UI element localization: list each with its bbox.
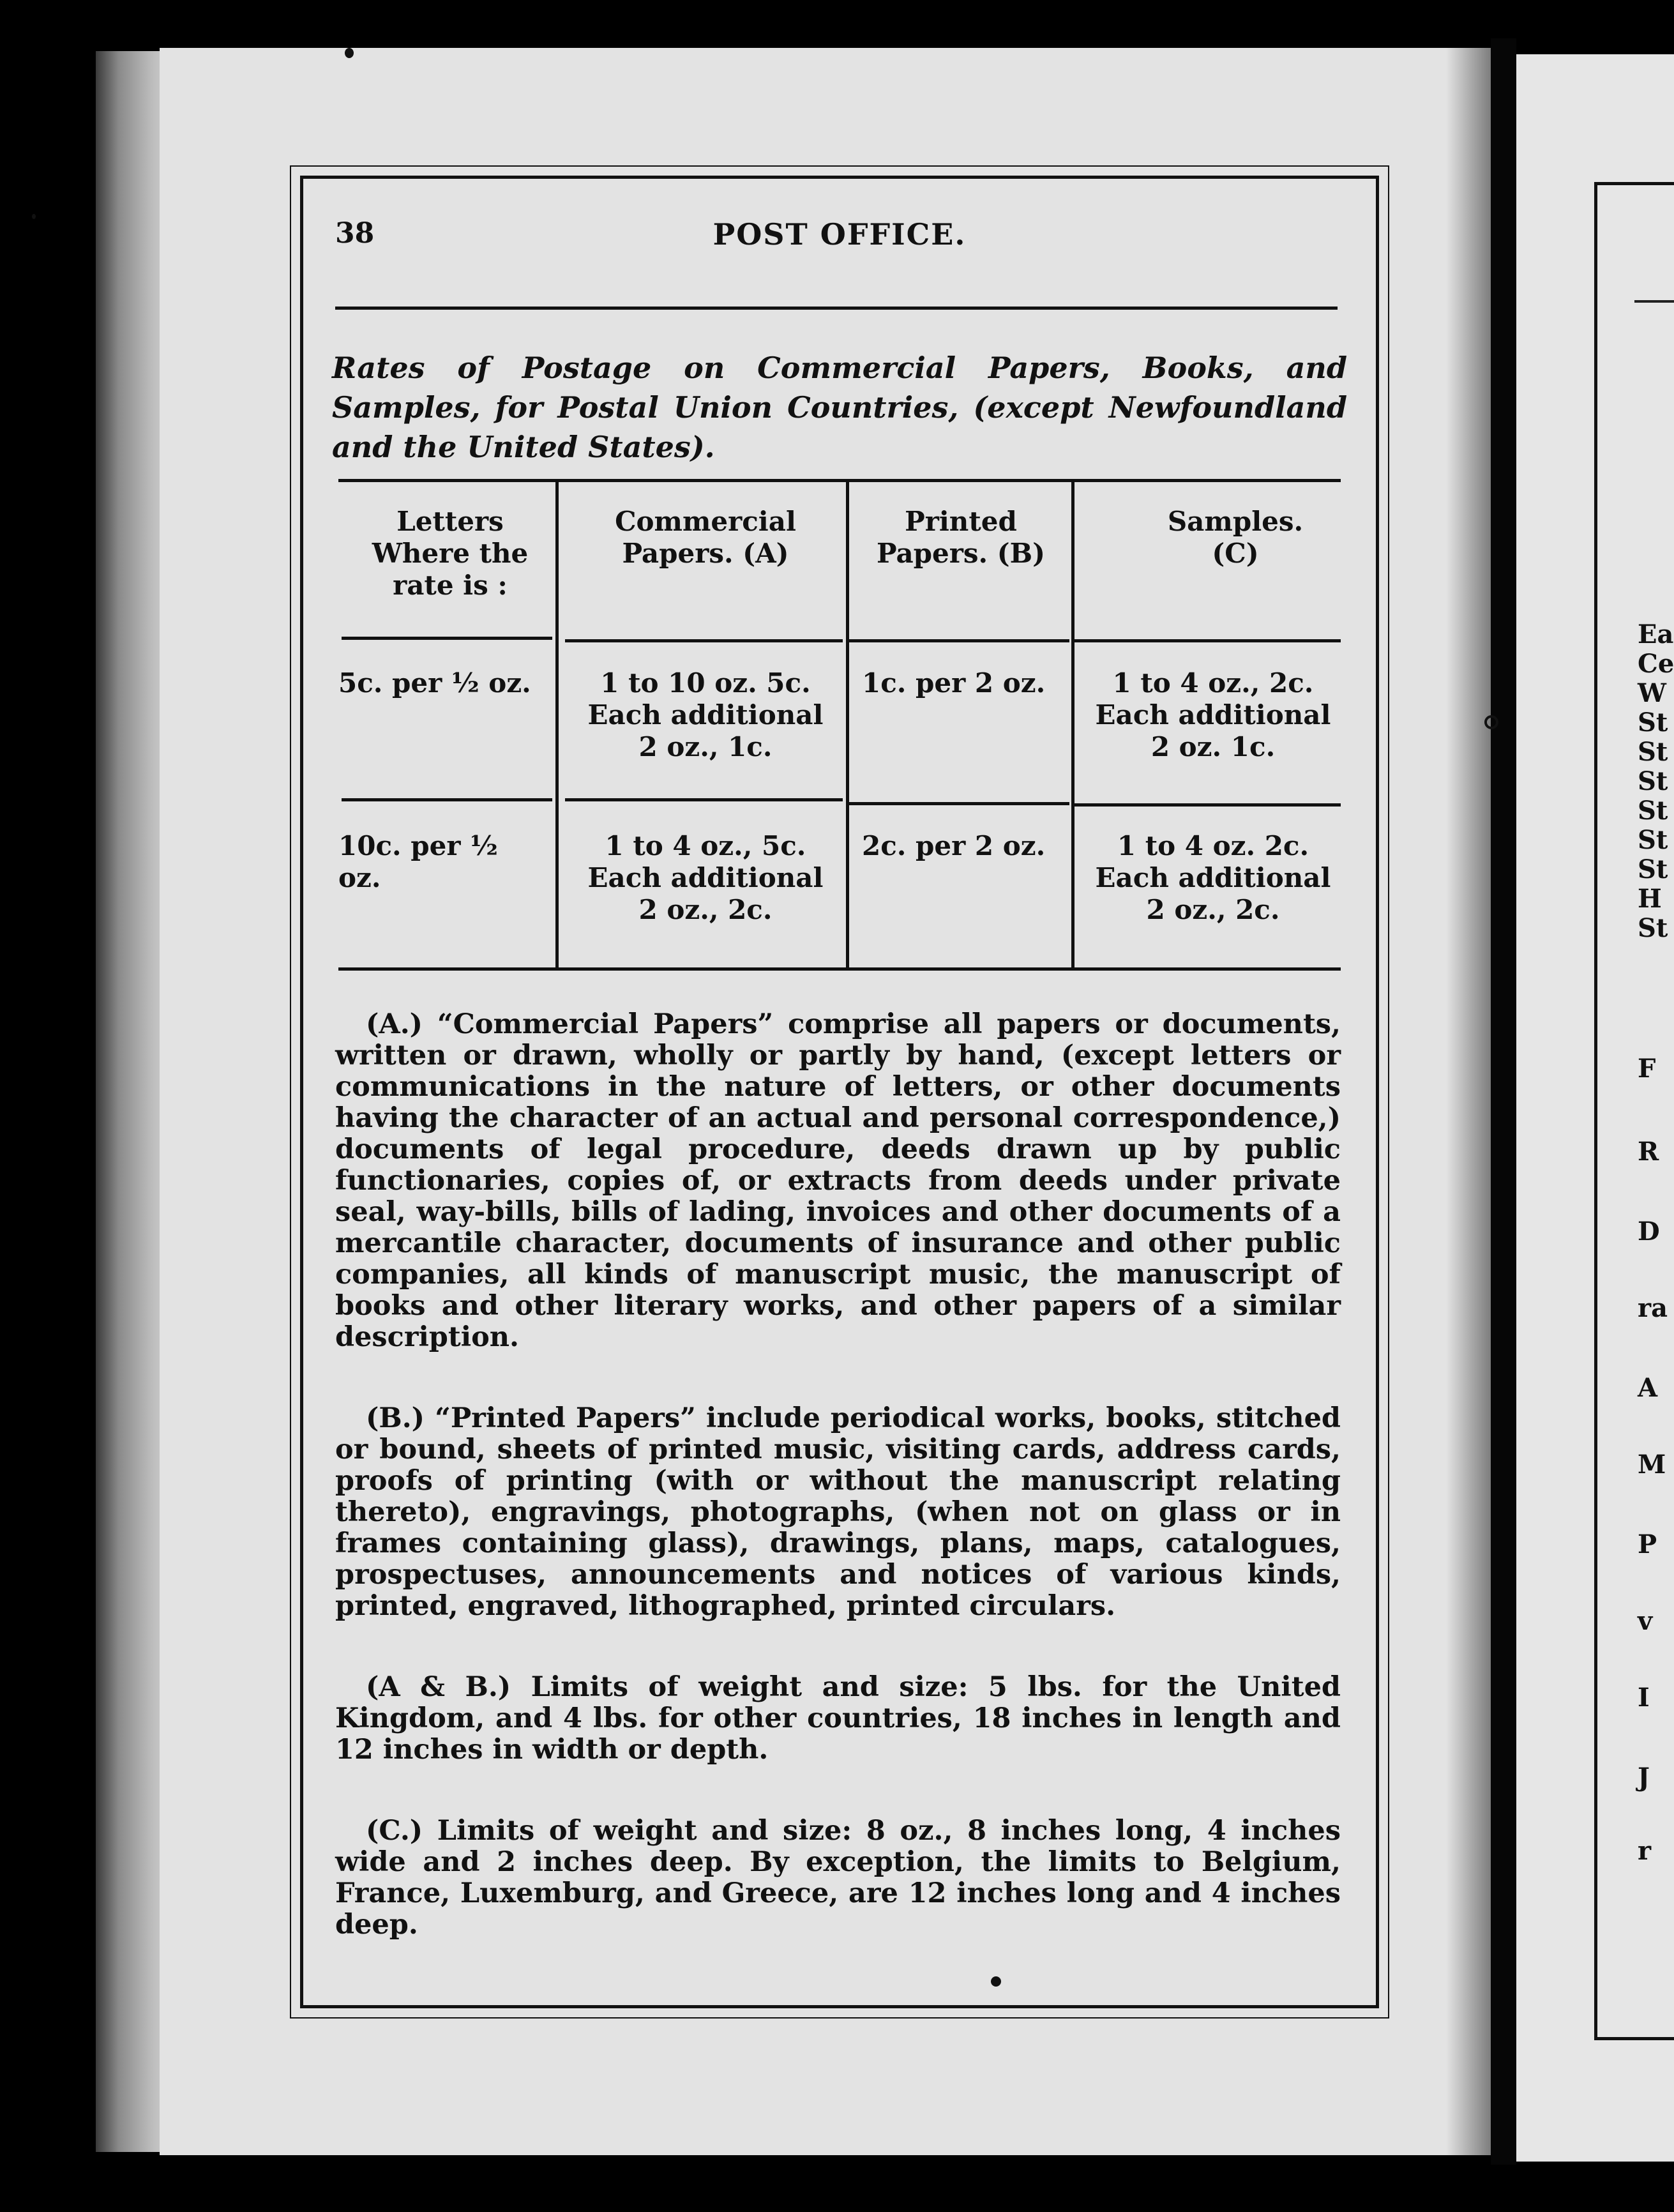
table-row-1-printed: 1c. per 2 oz.	[862, 667, 1046, 699]
column-divider	[555, 479, 559, 971]
fragment-text: P	[1638, 1529, 1657, 1559]
fragment-text: M	[1638, 1450, 1666, 1480]
fragment-text: W	[1638, 678, 1666, 708]
fragment-text: St	[1638, 913, 1668, 943]
header-rule	[849, 639, 1069, 642]
column-header-samples: Samples. (C)	[1167, 506, 1304, 569]
fragment-text: D	[1638, 1216, 1660, 1246]
fragment-text: St	[1638, 737, 1668, 767]
fragment-text: r	[1638, 1836, 1652, 1866]
fragment-text: St	[1638, 825, 1668, 855]
table-title: Rates of Postage on Commercial Papers, Books, and Samples, for Postal Union Countries, (except Newfoundland and the United States).	[332, 351, 1347, 464]
header-rule	[565, 639, 843, 642]
fragment-text: ra	[1638, 1293, 1668, 1323]
table-row-1-letters: 5c. per ½ oz.	[338, 667, 531, 699]
note-printed-papers: (B.) “Printed Papers” include periodical works, books, stitched or bound, sheets of printed music, visiting cards, address cards, proofs of printing (with or without the manuscript relating thereto), engravings, photographs, (when not on glass or in frames containing glass), drawings, plans, maps, catalogues, prospectuses, announcements and notices of various kinds, printed, engraved, lithographed, printed circulars.	[335, 1402, 1341, 1622]
table-row-2-letters: 10c. per ½ oz.	[338, 830, 498, 893]
adjacent-page-speck	[1484, 715, 1498, 729]
table-row-2-commercial: 1 to 4 oz., 5c. Each additional 2 oz., 2c.	[587, 830, 824, 925]
fragment-text: Ce	[1638, 649, 1674, 679]
table-row-1-samples: 1 to 4 oz., 2c. Each additional 2 oz. 1c.	[1095, 667, 1331, 762]
fragment-text: A	[1638, 1373, 1658, 1403]
page-frame	[300, 176, 1379, 2008]
fragment-text: St	[1638, 708, 1668, 738]
note-commercial-papers: (A.) “Commercial Papers” comprise all papers or documents, written or drawn, wholly or partly by hand, (except letters or communications in the nature of letters, or other documents having the character of an actual and personal correspondence,) documents of legal procedure, deeds drawn up by public functionaries, copies of, or extracts from deeds under private seal, way-bills, bills of lading, invoices and other documents of a mercantile character, documents of insurance and other public companies, all kinds of manuscript music, the manuscript of books and other literary works, and other papers of a similar description.	[335, 1008, 1341, 1353]
column-header-letters: Letters Where the rate is :	[372, 506, 529, 601]
row-rule	[342, 798, 552, 801]
fragment-text: St	[1638, 854, 1668, 884]
table-row-1-commercial: 1 to 10 oz. 5c. Each additional 2 oz., 1c.	[587, 667, 824, 762]
fragment-text: v	[1638, 1606, 1653, 1636]
fragment-text: I	[1638, 1683, 1650, 1713]
table-row-2-printed: 2c. per 2 oz.	[862, 830, 1046, 861]
ink-blot	[991, 1976, 1001, 1987]
fragment-text: R	[1638, 1137, 1659, 1167]
adjacent-page-border	[1594, 182, 1674, 2040]
row-rule	[1075, 803, 1341, 807]
note-weight-limits-samples: (C.) Limits of weight and size: 8 oz., 8 inches long, 4 inches wide and 2 inches deep. By exception, the limits to Belgium, France, Luxemburg, and Greece, are 12 inches long and 4 inches deep.	[335, 1815, 1341, 1941]
speck	[345, 48, 354, 58]
note-weight-limits-a-b: (A & B.) Limits of weight and size: 5 lbs. for the United Kingdom, and 4 lbs. for other countries, 18 inches in length and 12 inches in width or depth.	[335, 1671, 1341, 1766]
adjacent-page-rule	[1634, 300, 1674, 303]
fragment-text: F	[1638, 1054, 1656, 1084]
fragment-text: H	[1638, 884, 1662, 914]
table-row-2-samples: 1 to 4 oz. 2c. Each additional 2 oz., 2c.	[1095, 830, 1331, 925]
column-divider	[846, 479, 849, 971]
header-rule	[1075, 639, 1341, 642]
table-top-rule	[338, 479, 1341, 482]
header-rule	[335, 307, 1338, 310]
row-rule	[849, 802, 1069, 805]
adjacent-page	[1516, 54, 1674, 2162]
column-header-commercial: Commercial Papers. (A)	[615, 506, 796, 569]
running-head: POST OFFICE.	[713, 217, 967, 252]
column-header-printed: Printed Papers. (B)	[876, 506, 1046, 569]
page-header	[303, 217, 1376, 255]
fragment-text: St	[1638, 766, 1668, 796]
fragment-text: J	[1638, 1762, 1650, 1792]
header-rule	[342, 637, 552, 640]
notes-section	[335, 1009, 1341, 1990]
row-rule	[565, 798, 843, 801]
speck	[32, 214, 36, 219]
book-gutter	[1491, 38, 1516, 2165]
postage-rate-table	[338, 479, 1341, 971]
page-number: 38	[335, 217, 375, 250]
fragment-text: St	[1638, 796, 1668, 826]
table-bottom-rule	[338, 967, 1341, 971]
fragment-text: Ea	[1638, 619, 1674, 649]
column-divider	[1071, 479, 1075, 971]
